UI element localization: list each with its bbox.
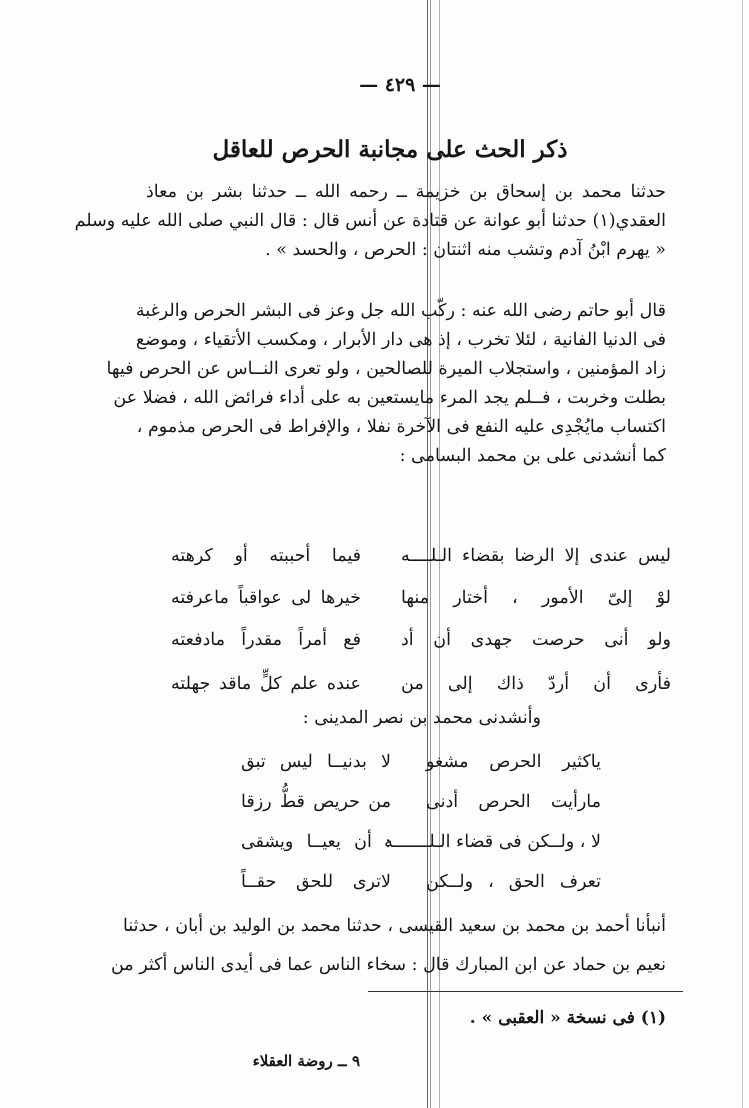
verse-line	[241, 832, 601, 862]
page-number: — ٤٢٩ —	[359, 74, 441, 96]
text-line: حدثنا محمد بن إسحاق بن خزيمة ــ رحمه الله ــ حدثنا بشر بن معاذ	[146, 182, 666, 202]
verse-hemistich-right: فأرى أن أردّ ذاك إلى من	[401, 674, 671, 694]
verse-hemistich-right: لوْ إلىّ الأمور ، أختار منها	[401, 588, 671, 608]
verse-line	[171, 674, 671, 704]
verse-hemistich-right: ولو أنى حرصت جهدى أن أد	[401, 630, 671, 650]
verse-hemistich-left: خيرها لى عواقباً ماعرفته	[171, 588, 361, 608]
verse-line	[171, 588, 671, 618]
text-line: أنبأنا أحمد بن محمد بن سعيد القيسى ، حدثنا محمد بن الوليد بن أبان ، حدثنا	[122, 916, 666, 936]
page-edge	[742, 0, 743, 1108]
verse-line	[241, 752, 601, 782]
text-line: زاد المؤمنين ، واستجلاب الميرة للصالحين ، ولو تعرى النــاس عن الحرص فيها	[106, 359, 666, 379]
verse-line	[171, 546, 671, 576]
verse-hemistich-left: لاترى للحق حقــاً	[241, 872, 391, 892]
verse-hemistich-right: مارأيت الحرص أدنى	[426, 792, 601, 812]
text-line: العقدي(١) حدثنا أبو عوانة عن قتادة عن أنس قال : قال النبي صلى الله عليه وسلم	[74, 211, 666, 231]
verse-hemistich-left: عنده علم كلٍّ ماقد جهلته	[171, 674, 361, 694]
poem-intro: وأنشدنى محمد بن نصر المدينى :	[302, 708, 541, 728]
text-line: فى الدنيا الفانية ، لئلا تخرب ، إذ هى دار الأبرار ، ومكسب الأتقياء ، وموضع	[135, 330, 666, 350]
verse-hemistich-left: : أن يعيــا ويشقى	[241, 832, 391, 852]
verse-hemistich-left: لا بدنيــا ليس تبق	[241, 752, 391, 772]
section-title: ذكر الحث على مجانبة الحرص للعاقل	[212, 136, 568, 163]
paragraph-commentary	[106, 297, 666, 471]
text-line: نعيم بن حماد عن ابن المبارك قال : سخاء الناس عما فى أيدى الناس أكثر من	[110, 955, 666, 975]
verse-hemistich-left: فع أمراً مقدراً مادفعته	[171, 630, 361, 650]
paragraph-narration	[110, 912, 666, 980]
verse-hemistich-right: تعرف الحق ، ولــكن	[426, 872, 601, 892]
verse-line	[241, 792, 601, 822]
footnote: (١) فى نسخة « العقبى » .	[469, 1008, 666, 1028]
text-line: بطلت وخربت ، فــلم يجد المرء مايستعين به على أداء فرائض الله ، فضلا عن	[113, 388, 666, 408]
text-line: اكتساب مايُجْدِى عليه النفع فى الآخرة نفلا ، والإفراط فى الحرص مذموم ،	[136, 417, 666, 437]
text-line: كما أنشدنى على بن محمد البسامى :	[399, 446, 666, 466]
text-line: قال أبو حاتم رضى الله عنه : ركّب الله جل وعز فى البشر الحرص والرغبة	[135, 301, 666, 321]
paragraph-hadith	[74, 178, 666, 265]
verse-hemistich-right: ياكثير الحرص مشغو	[426, 752, 601, 772]
footnote-divider	[368, 991, 683, 992]
verse-hemistich-right: ليس عندى إلا الرضا بقضاء الـلــــه	[401, 546, 671, 566]
text-line: « يهرم ابْنُ آدم وتشب منه اثنتان : الحرص ، والحسد » .	[265, 240, 666, 260]
verse-hemistich-left: من حريص قطُّ رزقا	[241, 792, 391, 812]
verse-hemistich-right: لا ، ولــكن فى قضاء الـلـــــــه	[384, 832, 601, 852]
signature-mark: ٩ ــ روضة العقلاء	[252, 1052, 360, 1070]
verse-hemistich-left: فيما أحببته أو كرهته	[171, 546, 361, 566]
verse-line	[241, 872, 601, 902]
verse-line	[171, 630, 671, 660]
